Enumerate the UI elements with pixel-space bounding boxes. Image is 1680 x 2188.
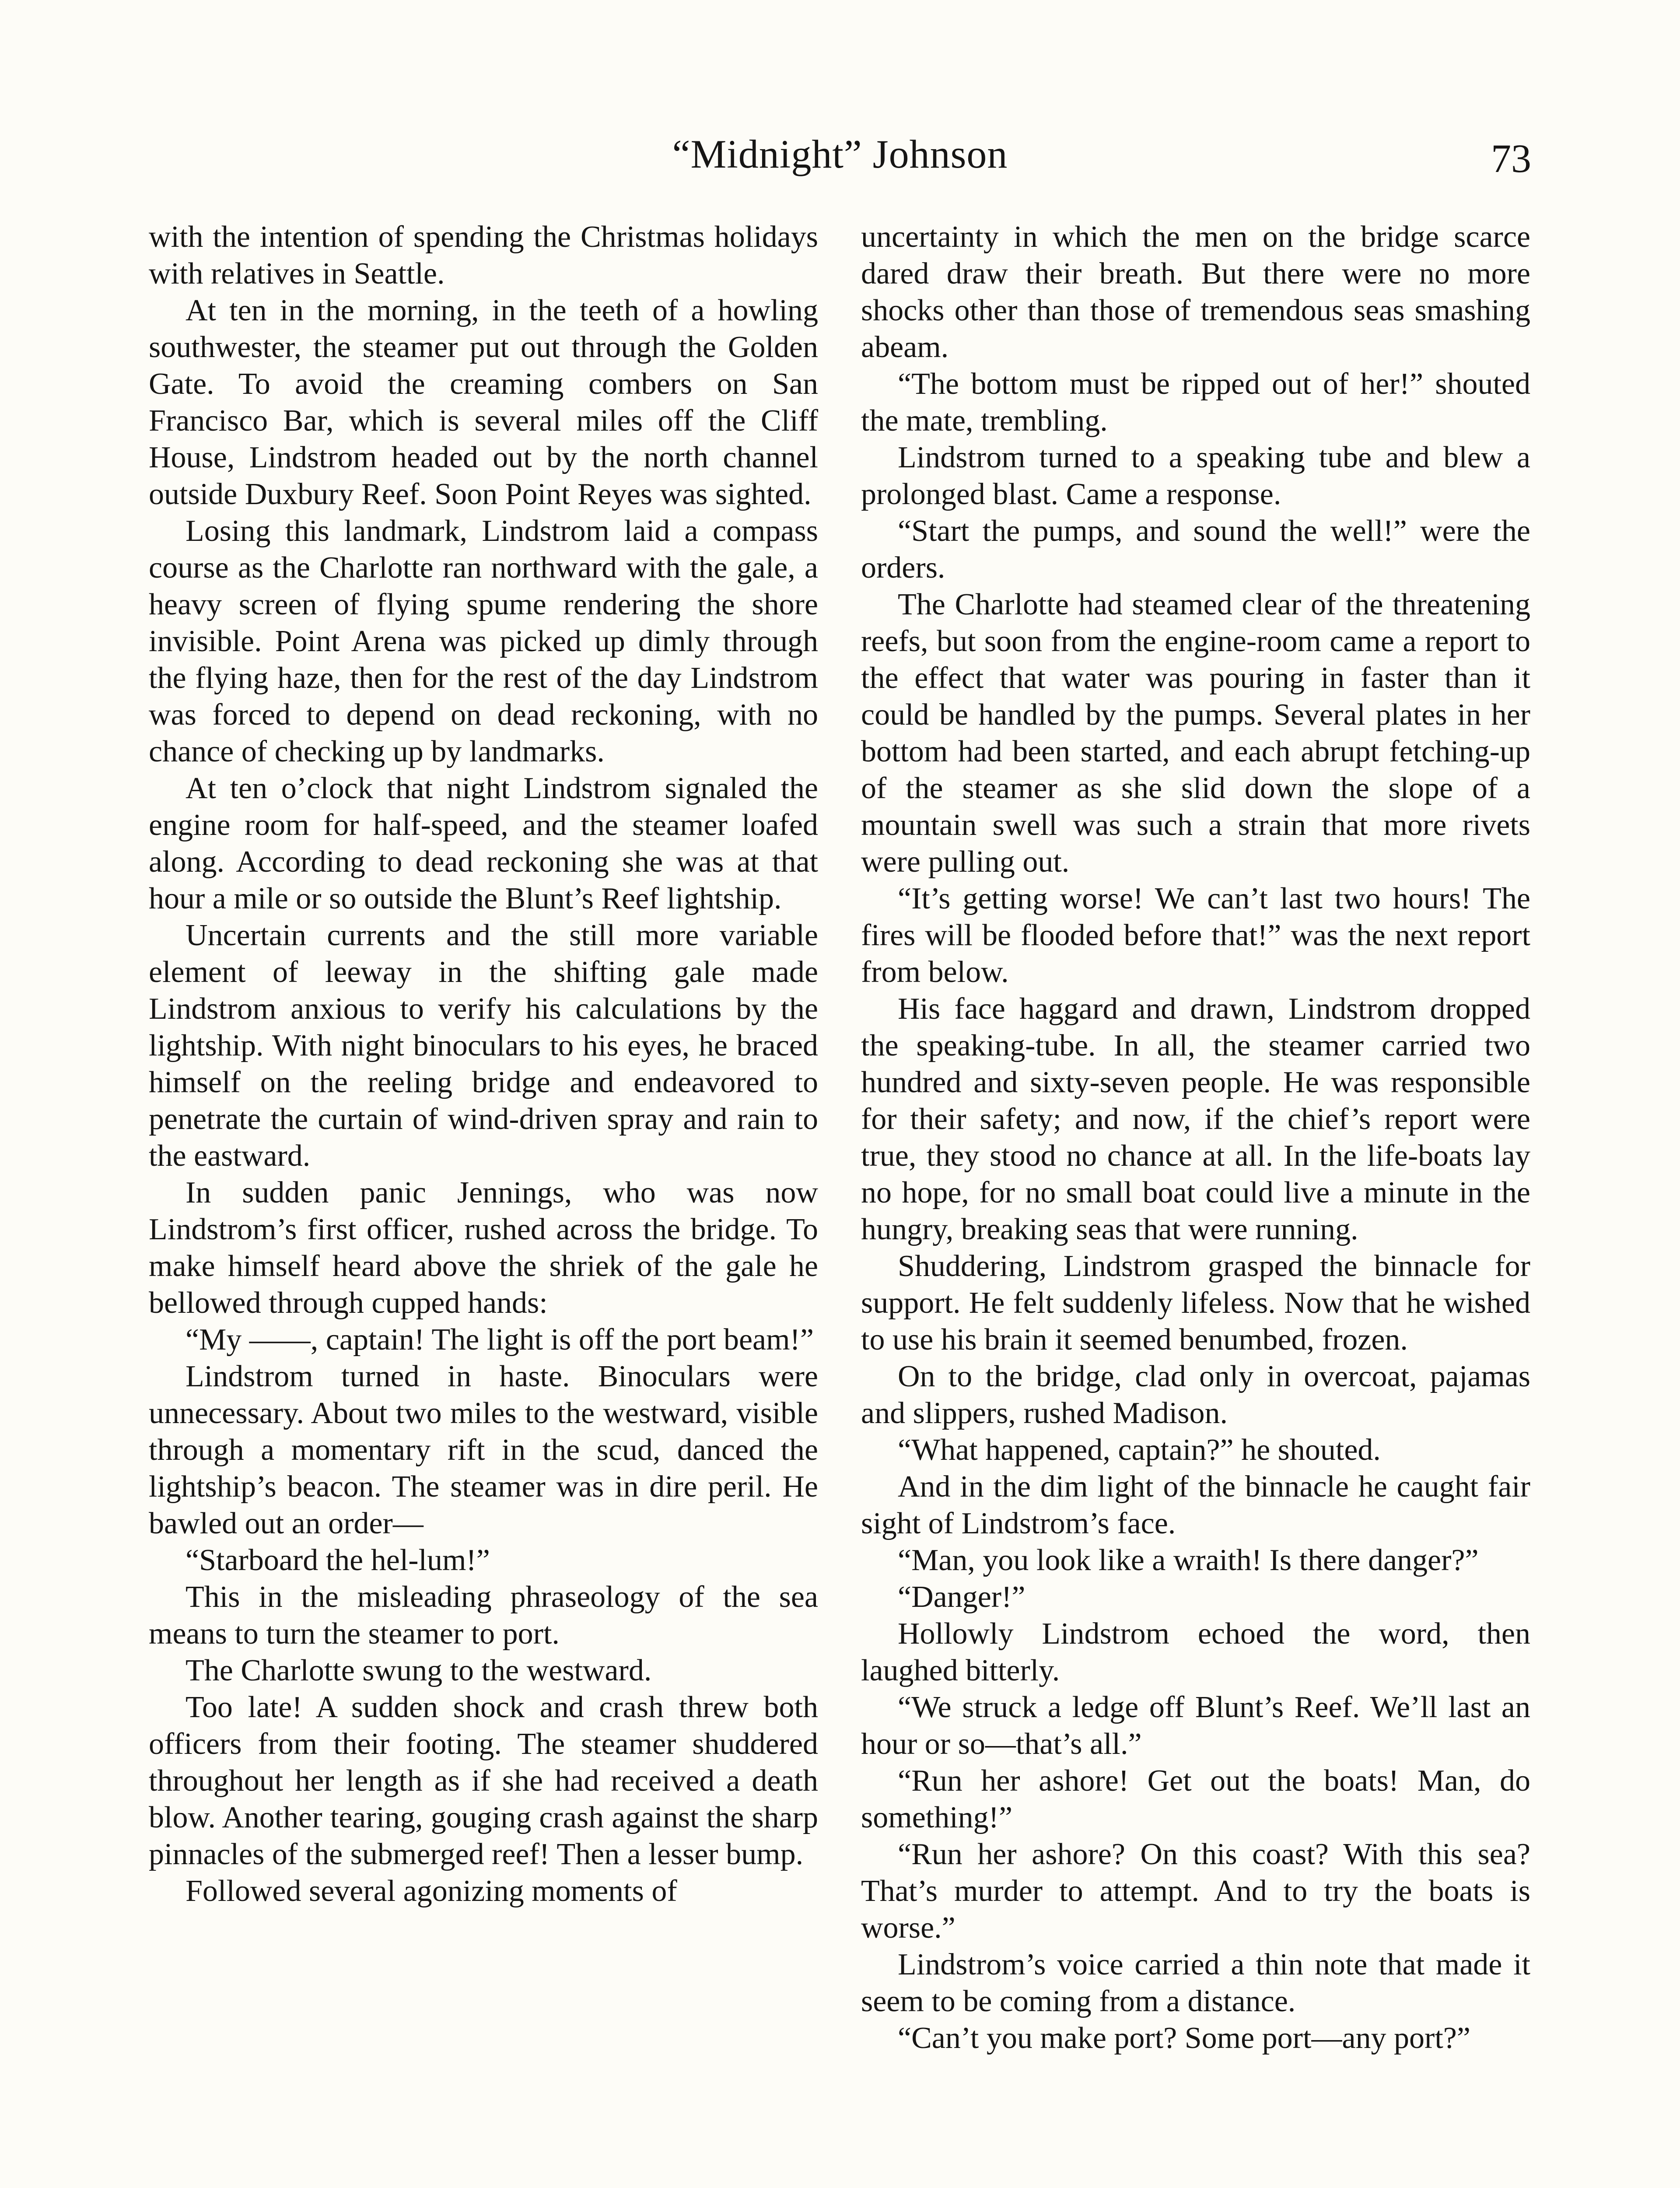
paragraph: On to the bridge, clad only in overcoat, pajamas and slippers, rushed Madison.	[861, 1360, 1530, 1430]
paragraph: Uncertain currents and the still more variable element of leeway in the shifting gale made Lindstrom anxious to verify his calculations by the lightship. With night binoculars to his eyes, he braced himself on the reeling bridge and endeavored to penetrate the curtain of wind-driven spray and rain to the eastward.	[149, 919, 818, 1173]
paragraph: “Man, you look like a wraith! Is there danger?”	[898, 1543, 1479, 1577]
paragraph: The Charlotte swung to the westward.	[186, 1654, 652, 1687]
paragraph: Too late! A sudden shock and crash threw both officers from their footing. The steamer shuddered throughout her length as if she had received a death blow. Another tearing, gouging crash against the sharp pinnacles of the submerged reef! Then a lesser bump.	[149, 1690, 818, 1871]
paragraph: “Run her ashore? On this coast? With this sea? That’s murder to attempt. And to try the boats is worse.”	[861, 1837, 1530, 1945]
paragraph: Losing this landmark, Lindstrom laid a compass course as the Charlotte ran northward with the gale, a heavy screen of flying spume rendering the shore invisible. Point Arena was picked up dimly through the flying haze, then for the rest of the day Lindstrom was forced to depend on dead reckoning, with no chance of checking up by landmarks.	[149, 514, 818, 768]
paragraph: “Run her ashore! Get out the boats! Man, do something!”	[861, 1764, 1530, 1834]
paragraph: “What happened, captain?” he shouted.	[898, 1433, 1381, 1467]
running-header-title: “Midnight” Johnson	[672, 132, 1008, 176]
paragraph: “Danger!”	[898, 1580, 1026, 1614]
paragraph: “We struck a ledge off Blunt’s Reef. We’ll last an hour or so—that’s all.”	[861, 1690, 1530, 1761]
paragraph: In sudden panic Jennings, who was now Lindstrom’s first officer, rushed across the bridge. To make himself heard above the shriek of the gale he bellowed through cupped hands:	[149, 1176, 818, 1320]
paragraph: with the intention of spending the Christmas holidays with relatives in Seattle.	[149, 220, 818, 291]
paragraph: “Starboard the hel-lum!”	[186, 1543, 490, 1577]
paragraph: uncertainty in which the men on the bridge scarce dared draw their breath. But there were no more shocks other than those of tremendous seas smashing abeam.	[861, 220, 1530, 364]
paragraph: “Can’t you make port? Some port—any port?”	[898, 2021, 1470, 2055]
right-text-column	[861, 219, 1530, 2057]
paragraph: Lindstrom turned to a speaking tube and blew a prolonged blast. Came a response.	[861, 441, 1530, 511]
paragraph: And in the dim light of the binnacle he caught fair sight of Lindstrom’s face.	[861, 1470, 1530, 1540]
paragraph: At ten o’clock that night Lindstrom signaled the engine room for half-speed, and the steamer loafed along. According to dead reckoning she was at that hour a mile or so outside the Blunt’s Reef lightship.	[149, 771, 818, 915]
paragraph: “It’s getting worse! We can’t last two hours! The fires will be flooded before that!” was the next report from below.	[861, 882, 1530, 989]
paragraph: The Charlotte had steamed clear of the threatening reefs, but soon from the engine-room came a report to the effect that water was pouring in faster than it could be handled by the pumps. Several plates in her bottom had been started, and each abrupt fetching-up of the steamer as she slid down the slope of a mountain swell was such a strain that more rivets were pulling out.	[861, 588, 1530, 879]
paragraph: “The bottom must be ripped out of her!” shouted the mate, trembling.	[861, 367, 1530, 438]
left-text-column	[149, 219, 818, 1910]
paragraph: Lindstrom turned in haste. Binoculars were unnecessary. About two miles to the westward, visible through a momentary rift in the scud, danced the lightship’s beacon. The steamer was in dire peril. He bawled out an order—	[149, 1360, 818, 1540]
paragraph: Hollowly Lindstrom echoed the word, then laughed bitterly.	[861, 1617, 1530, 1687]
paragraph: His face haggard and drawn, Lindstrom dropped the speaking-tube. In all, the steamer carried two hundred and sixty-seven people. He was responsible for their safety; and now, if the chief’s report were true, they stood no chance at all. In the life-boats lay no hope, for no small boat could live a minute in the hungry, breaking seas that were running.	[861, 992, 1530, 1246]
paragraph: At ten in the morning, in the teeth of a howling southwester, the steamer put out through the Golden Gate. To avoid the creaming combers on San Francisco Bar, which is several miles off the Cliff House, Lindstrom headed out by the north channel outside Duxbury Reef. Soon Point Reyes was sighted.	[149, 294, 818, 511]
paragraph: Followed several agonizing moments of	[186, 1874, 677, 1908]
page-number: 73	[1491, 136, 1531, 181]
paragraph: “My ——, captain! The light is off the port beam!”	[186, 1323, 814, 1357]
paragraph: Lindstrom’s voice carried a thin note that made it seem to be coming from a distance.	[861, 1948, 1530, 2018]
paragraph: This in the misleading phraseology of the sea means to turn the steamer to port.	[149, 1580, 818, 1651]
paragraph: Shuddering, Lindstrom grasped the binnacle for support. He felt suddenly lifeless. Now that he wished to use his brain it seemed benumbed, frozen.	[861, 1249, 1530, 1357]
paragraph: “Start the pumps, and sound the well!” were the orders.	[861, 514, 1530, 585]
